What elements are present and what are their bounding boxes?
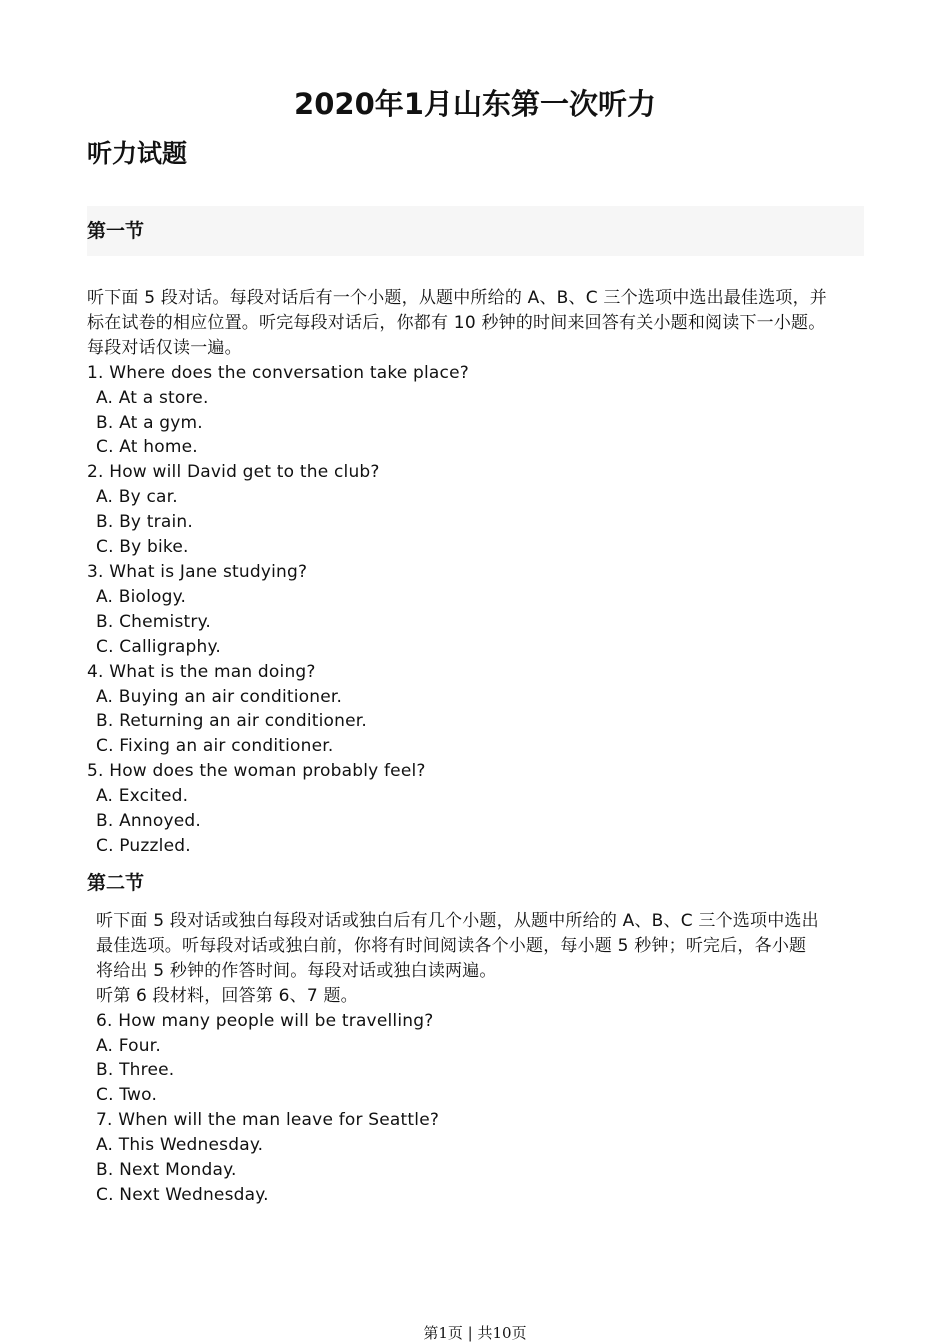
question-block [96, 1108, 872, 1208]
section2-body [96, 909, 872, 1208]
question-text: 7. When will the man leave for Seattle? [96, 1110, 440, 1131]
option-b: B. Next Monday. [96, 1160, 237, 1181]
question-text: 3. What is Jane studying? [87, 561, 308, 582]
option-c: C. By bike. [96, 537, 189, 558]
instruction-line: 听下面 5 段对话。每段对话后有一个小题，从题中所给的 A、B、C 三个选项中选出最佳选项，并 [87, 288, 827, 308]
option-a: A. This Wednesday. [96, 1135, 264, 1156]
option-a: A. Biology. [96, 586, 187, 607]
question-text: 2. How will David get to the club? [87, 462, 380, 483]
question-block [87, 560, 872, 660]
section2-title: 第二节 [87, 872, 145, 894]
question-block [87, 460, 872, 560]
option-a: A. By car. [96, 487, 178, 508]
option-b: B. Three. [96, 1060, 175, 1081]
option-c: C. Next Wednesday. [96, 1184, 269, 1205]
instruction-line: 标在试卷的相应位置。听完每段对话后，你都有 10 秒钟的时间来回答有关小题和阅读下一小题。 [87, 312, 826, 333]
section1-body [87, 286, 872, 859]
question-text: 6. How many people will be travelling? [96, 1010, 434, 1031]
option-c: C. At home. [96, 437, 198, 458]
question-text: 1. Where does the conversation take place? [87, 362, 469, 383]
document-title: 2020年1月山东第一次听力 [294, 87, 656, 121]
option-b: B. By train. [96, 512, 193, 533]
option-a: A. Buying an air conditioner. [96, 686, 343, 707]
option-b: B. At a gym. [96, 412, 203, 433]
option-c: C. Two. [96, 1085, 158, 1106]
option-b: B. Chemistry. [96, 611, 212, 632]
question-block [96, 1009, 872, 1109]
instruction-line: 将给出 5 秒钟的作答时间。每段对话或独白读两遍。 [96, 960, 497, 981]
question-block [87, 759, 872, 859]
option-b: B. Annoyed. [96, 811, 201, 832]
question-block [87, 361, 872, 461]
option-c: C. Puzzled. [96, 835, 191, 856]
option-a: A. Four. [96, 1035, 161, 1056]
instruction-line: 每段对话仅读一遍。 [87, 337, 242, 358]
instruction-line: 最佳选项。听每段对话或独白前，你将有时间阅读各个小题，每小题 5 秒钟；听完后，各小题 [96, 935, 807, 956]
question-block [87, 660, 872, 760]
instruction-line: 听下面 5 段对话或独白每段对话或独白后有几个小题，从题中所给的 A、B、C 三个选项中选出 [96, 911, 819, 931]
option-a: A. At a store. [96, 387, 209, 408]
option-a: A. Excited. [96, 786, 189, 807]
question-text: 5. How does the woman probably feel? [87, 761, 426, 782]
section1-title: 第一节 [87, 220, 145, 242]
option-c: C. Fixing an air conditioner. [96, 736, 334, 757]
option-b: B. Returning an air conditioner. [96, 711, 367, 732]
material-note: 听第 6 段材料，回答第 6、7 题。 [96, 985, 358, 1006]
question-text: 4. What is the man doing? [87, 661, 316, 682]
option-c: C. Calligraphy. [96, 636, 221, 657]
section1-header-band [87, 206, 864, 256]
section-heading: 听力试题 [87, 139, 188, 168]
page-footer: 第1页 | 共10页 [423, 1324, 527, 1342]
